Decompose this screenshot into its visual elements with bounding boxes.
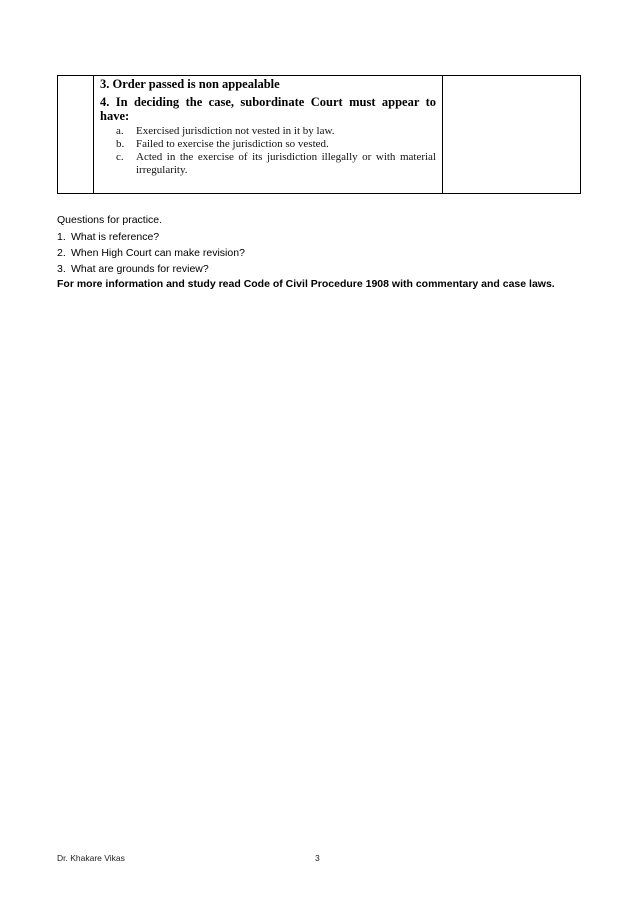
row-heading-3: 3. Order passed is non appealable <box>100 77 280 91</box>
question-item <box>57 261 587 277</box>
row-heading-4: 4. In deciding the case, subordinate Court must appear to have: <box>100 95 436 123</box>
study-note: For more information and study read Code of Civil Procedure 1908 with commentary and case laws. <box>57 278 555 290</box>
questions-heading: Questions for practice. <box>57 214 163 226</box>
question-text: When High Court can make revision? <box>71 247 245 259</box>
question-text: What is reference? <box>71 231 160 243</box>
table-cell-content <box>100 76 436 177</box>
list-item-text: Acted in the exercise of its jurisdiction illegally or with material irregularity. <box>136 151 436 176</box>
question-number: 2. <box>57 247 66 259</box>
questions-list <box>57 229 587 277</box>
question-item <box>57 245 587 261</box>
question-number: 1. <box>57 231 66 243</box>
list-item-label: c. <box>116 151 124 163</box>
footer-author: Dr. Khakare Vikas <box>57 853 125 863</box>
list-item <box>100 125 436 138</box>
page-number: 3 <box>315 853 320 863</box>
question-number: 3. <box>57 263 66 275</box>
list-item-label: b. <box>116 138 125 150</box>
table-column-divider <box>442 76 443 193</box>
list-item-text: Exercised jurisdiction not vested in it by law. <box>136 125 335 137</box>
question-item <box>57 229 587 245</box>
list-item-text: Failed to exercise the jurisdiction so vested. <box>136 138 329 150</box>
comparison-table <box>57 75 581 194</box>
question-text: What are grounds for review? <box>71 263 209 275</box>
list-item <box>100 138 436 151</box>
list-item <box>100 151 436 177</box>
sub-item-list <box>100 125 436 177</box>
list-item-label: a. <box>116 125 124 137</box>
table-column-divider <box>93 76 94 193</box>
